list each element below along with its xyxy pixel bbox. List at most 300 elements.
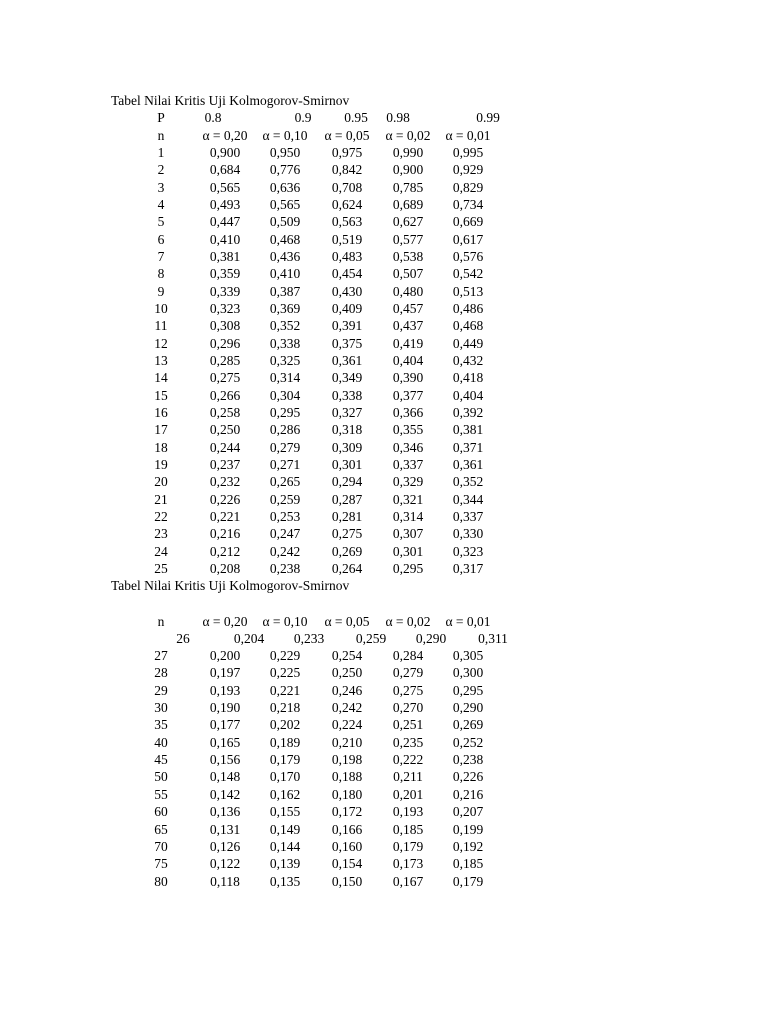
critical-value: 0,269 — [331, 543, 363, 559]
critical-value: 0,198 — [331, 752, 363, 768]
critical-value: 0,150 — [331, 873, 363, 889]
critical-value: 0,296 — [209, 335, 241, 351]
critical-value: 0,259 — [269, 491, 301, 507]
critical-value: 0,237 — [209, 456, 241, 472]
n-value: 20 — [154, 474, 168, 490]
critical-value: 0,218 — [269, 700, 301, 716]
critical-value: 0,338 — [269, 335, 301, 351]
table2-title: Tabel Nilai Kritis Uji Kolmogorov-Smirnov — [111, 578, 350, 593]
critical-value: 0,538 — [392, 248, 424, 264]
critical-value: 0,669 — [452, 214, 484, 230]
critical-value: 0,369 — [269, 300, 301, 316]
critical-value: 0,295 — [269, 404, 301, 420]
critical-value: 0,290 — [452, 700, 484, 716]
table-row — [0, 404, 768, 421]
critical-value: 0,375 — [331, 335, 363, 351]
critical-value: 0,689 — [392, 196, 424, 212]
critical-value: 0,200 — [209, 648, 241, 663]
critical-value: 0,172 — [331, 804, 363, 820]
table-row — [0, 821, 768, 838]
alpha-header: α = 0,01 — [445, 614, 491, 629]
critical-value: 0,314 — [269, 370, 301, 386]
critical-value: 0,352 — [452, 474, 484, 490]
table-row — [0, 716, 768, 733]
critical-value: 0,162 — [269, 786, 301, 802]
critical-value: 0,233 — [293, 631, 325, 646]
critical-value: 0,990 — [392, 145, 424, 160]
table-row — [0, 873, 768, 890]
p-value: 0.98 — [386, 110, 410, 125]
critical-value: 0,264 — [331, 560, 363, 576]
critical-value: 0,305 — [452, 648, 484, 663]
critical-value: 0,294 — [331, 474, 363, 490]
table-row-shifted — [0, 630, 768, 647]
critical-value: 0,188 — [331, 769, 363, 785]
critical-value: 0,142 — [209, 786, 241, 802]
critical-value: 0,284 — [392, 648, 424, 663]
critical-value: 0,250 — [331, 665, 363, 681]
critical-value: 0,447 — [209, 214, 241, 230]
table-row — [0, 179, 768, 196]
n-value: 10 — [154, 300, 168, 316]
critical-value: 0,486 — [452, 300, 484, 316]
critical-value: 0,624 — [331, 196, 363, 212]
n-value: 28 — [154, 665, 168, 681]
critical-value: 0,193 — [392, 804, 424, 820]
p-value: 0.95 — [344, 110, 368, 125]
critical-value: 0,252 — [452, 734, 484, 750]
critical-value: 0,542 — [452, 266, 484, 282]
critical-value: 0,148 — [209, 769, 241, 785]
critical-value: 0,352 — [269, 318, 301, 334]
critical-value: 0,381 — [209, 248, 241, 264]
critical-value: 0,166 — [331, 821, 363, 837]
critical-value: 0,179 — [269, 752, 301, 768]
critical-value: 0,122 — [209, 856, 241, 872]
critical-value: 0,235 — [392, 734, 424, 750]
critical-value: 0,238 — [269, 560, 301, 576]
n-value: 26 — [176, 631, 190, 646]
critical-value: 0,317 — [452, 560, 484, 576]
critical-value: 0,216 — [209, 526, 241, 542]
n-value: 23 — [154, 526, 168, 542]
critical-value: 0,244 — [209, 439, 241, 455]
alpha-header: α = 0,01 — [445, 128, 491, 143]
critical-value: 0,404 — [392, 352, 424, 368]
critical-value: 0,391 — [331, 318, 363, 334]
table-row — [0, 525, 768, 542]
critical-value: 0,377 — [392, 387, 424, 403]
critical-value: 0,281 — [331, 508, 363, 524]
n-value: 80 — [154, 873, 168, 889]
n-value: 65 — [154, 821, 168, 837]
critical-value: 0,211 — [393, 769, 423, 785]
critical-value: 0,275 — [331, 526, 363, 542]
n-value: 75 — [154, 856, 168, 872]
critical-value: 0,449 — [452, 335, 484, 351]
critical-value: 0,565 — [269, 196, 301, 212]
critical-value: 0,929 — [452, 162, 484, 178]
critical-value: 0,144 — [269, 838, 301, 854]
critical-value: 0,330 — [452, 526, 484, 542]
critical-value: 0,576 — [452, 248, 484, 264]
table-row — [0, 664, 768, 681]
critical-value: 0,136 — [209, 804, 241, 820]
critical-value: 0,493 — [209, 196, 241, 212]
p-value: 0.9 — [294, 110, 312, 125]
critical-value: 0,204 — [233, 631, 265, 646]
critical-value: 0,246 — [331, 682, 363, 698]
n-value: 4 — [157, 196, 165, 212]
critical-value: 0,208 — [209, 560, 241, 576]
n-value: 60 — [154, 804, 168, 820]
n-value: 27 — [154, 648, 168, 663]
n-value: 18 — [154, 439, 168, 455]
n-value: 12 — [154, 335, 168, 351]
critical-value: 0,321 — [392, 491, 424, 507]
critical-value: 0,247 — [269, 526, 301, 542]
n-value: 5 — [157, 214, 165, 230]
n-value: 9 — [157, 283, 165, 299]
critical-value: 0,468 — [269, 231, 301, 247]
critical-value: 0,842 — [331, 162, 363, 178]
critical-value: 0,684 — [209, 162, 241, 178]
critical-value: 0,279 — [392, 665, 424, 681]
critical-value: 0,221 — [209, 508, 241, 524]
n-value: 13 — [154, 352, 168, 368]
n-value: 24 — [154, 543, 168, 559]
critical-value: 0,160 — [331, 838, 363, 854]
critical-value: 0,776 — [269, 162, 301, 178]
n-value: 1 — [157, 145, 165, 160]
critical-value: 0,829 — [452, 179, 484, 195]
p-row — [0, 109, 768, 126]
critical-value: 0,410 — [269, 266, 301, 282]
alpha-header: α = 0,10 — [262, 128, 308, 143]
critical-value: 0,563 — [331, 214, 363, 230]
critical-value: 0,409 — [331, 300, 363, 316]
critical-value: 0,286 — [269, 422, 301, 438]
alpha-header: α = 0,05 — [324, 614, 370, 629]
critical-value: 0,301 — [392, 543, 424, 559]
critical-value: 0,210 — [331, 734, 363, 750]
n-value: 30 — [154, 700, 168, 716]
critical-value: 0,323 — [452, 543, 484, 559]
n-value: 45 — [154, 752, 168, 768]
critical-value: 0,232 — [209, 474, 241, 490]
critical-value: 0,254 — [331, 648, 363, 663]
alpha-header: α = 0,20 — [202, 614, 248, 629]
critical-value: 0,636 — [269, 179, 301, 195]
alpha-header: α = 0,20 — [202, 128, 248, 143]
n-value: 19 — [154, 456, 168, 472]
critical-value: 0,201 — [392, 786, 424, 802]
table-row — [0, 283, 768, 300]
alpha-header: α = 0,05 — [324, 128, 370, 143]
critical-value: 0,457 — [392, 300, 424, 316]
n-value: 6 — [157, 231, 165, 247]
critical-value: 0,229 — [269, 648, 301, 663]
critical-value: 0,361 — [452, 456, 484, 472]
critical-value: 0,617 — [452, 231, 484, 247]
critical-value: 0,253 — [269, 508, 301, 524]
critical-value: 0,513 — [452, 283, 484, 299]
critical-value: 0,270 — [392, 700, 424, 716]
critical-value: 0,266 — [209, 387, 241, 403]
critical-value: 0,221 — [269, 682, 301, 698]
alpha-header: α = 0,02 — [385, 614, 431, 629]
critical-value: 0,212 — [209, 543, 241, 559]
n-value: 11 — [154, 318, 168, 334]
critical-value: 0,190 — [209, 700, 241, 716]
table-row — [0, 335, 768, 352]
n-value: 50 — [154, 769, 168, 785]
critical-value: 0,432 — [452, 352, 484, 368]
table-row — [0, 508, 768, 525]
critical-value: 0,519 — [331, 231, 363, 247]
critical-value: 0,430 — [331, 283, 363, 299]
table-row — [0, 855, 768, 872]
critical-value: 0,346 — [392, 439, 424, 455]
p-value: 0.99 — [476, 110, 500, 125]
n-header: n — [157, 614, 165, 629]
n-value: 15 — [154, 387, 168, 403]
table2-header-row — [0, 613, 768, 630]
table-row — [0, 560, 768, 577]
critical-value: 0,308 — [209, 318, 241, 334]
critical-value: 0,167 — [392, 873, 424, 889]
alpha-header: α = 0,10 — [262, 614, 308, 629]
n-value: 7 — [157, 248, 165, 264]
n-value: 17 — [154, 422, 168, 438]
critical-value: 0,311 — [478, 631, 508, 646]
critical-value: 0,222 — [392, 752, 424, 768]
critical-value: 0,259 — [355, 631, 387, 646]
critical-value: 0,627 — [392, 214, 424, 230]
table-row — [0, 699, 768, 716]
table-row — [0, 803, 768, 820]
critical-value: 0,265 — [269, 474, 301, 490]
table-row — [0, 248, 768, 265]
critical-value: 0,290 — [415, 631, 447, 646]
critical-value: 0,180 — [331, 786, 363, 802]
critical-value: 0,207 — [452, 804, 484, 820]
critical-value: 0,577 — [392, 231, 424, 247]
critical-value: 0,708 — [331, 179, 363, 195]
critical-value: 0,419 — [392, 335, 424, 351]
critical-value: 0,349 — [331, 370, 363, 386]
table-row — [0, 647, 768, 664]
n-value: 21 — [154, 491, 168, 507]
table-row — [0, 317, 768, 334]
critical-value: 0,480 — [392, 283, 424, 299]
table-row — [0, 265, 768, 282]
critical-value: 0,275 — [209, 370, 241, 386]
n-value: 2 — [157, 162, 165, 178]
table-row — [0, 543, 768, 560]
critical-value: 0,507 — [392, 266, 424, 282]
critical-value: 0,154 — [331, 856, 363, 872]
table-row — [0, 231, 768, 248]
table-row — [0, 369, 768, 386]
n-value: 55 — [154, 786, 168, 802]
critical-value: 0,734 — [452, 196, 484, 212]
critical-value: 0,301 — [331, 456, 363, 472]
critical-value: 0,404 — [452, 387, 484, 403]
table-row — [0, 213, 768, 230]
critical-value: 0,327 — [331, 404, 363, 420]
critical-value: 0,390 — [392, 370, 424, 386]
table-row — [0, 473, 768, 490]
n-value: 29 — [154, 682, 168, 698]
critical-value: 0,216 — [452, 786, 484, 802]
critical-value: 0,275 — [392, 682, 424, 698]
critical-value: 0,202 — [269, 717, 301, 733]
critical-value: 0,179 — [452, 873, 484, 889]
n-value: 3 — [157, 179, 165, 195]
critical-value: 0,337 — [452, 508, 484, 524]
critical-value: 0,189 — [269, 734, 301, 750]
n-header: n — [157, 128, 165, 143]
critical-value: 0,329 — [392, 474, 424, 490]
critical-value: 0,314 — [392, 508, 424, 524]
critical-value: 0,149 — [269, 821, 301, 837]
alpha-header: α = 0,02 — [385, 128, 431, 143]
critical-value: 0,300 — [452, 665, 484, 681]
critical-value: 0,156 — [209, 752, 241, 768]
critical-value: 0,185 — [452, 856, 484, 872]
table-row — [0, 439, 768, 456]
n-value: 70 — [154, 838, 168, 854]
critical-value: 0,785 — [392, 179, 424, 195]
critical-value: 0,337 — [392, 456, 424, 472]
critical-value: 0,126 — [209, 838, 241, 854]
critical-value: 0,323 — [209, 300, 241, 316]
critical-value: 0,436 — [269, 248, 301, 264]
n-value: 40 — [154, 734, 168, 750]
table-row — [0, 734, 768, 751]
n-value: 8 — [157, 266, 165, 282]
critical-value: 0,454 — [331, 266, 363, 282]
table1-title: Tabel Nilai Kritis Uji Kolmogorov-Smirnov — [111, 93, 350, 108]
critical-value: 0,900 — [392, 162, 424, 178]
critical-value: 0,170 — [269, 769, 301, 785]
critical-value: 0,225 — [269, 665, 301, 681]
table-row — [0, 161, 768, 178]
critical-value: 0,285 — [209, 352, 241, 368]
critical-value: 0,155 — [269, 804, 301, 820]
critical-value: 0,295 — [392, 560, 424, 576]
critical-value: 0,131 — [209, 821, 241, 837]
critical-value: 0,344 — [452, 491, 484, 507]
table-row — [0, 768, 768, 785]
critical-value: 0,269 — [452, 717, 484, 733]
table-row — [0, 300, 768, 317]
critical-value: 0,242 — [269, 543, 301, 559]
critical-value: 0,165 — [209, 734, 241, 750]
critical-value: 0,118 — [210, 873, 240, 889]
critical-value: 0,304 — [269, 387, 301, 403]
critical-value: 0,418 — [452, 370, 484, 386]
n-value: 14 — [154, 370, 168, 386]
table-row — [0, 751, 768, 768]
critical-value: 0,193 — [209, 682, 241, 698]
critical-value: 0,135 — [269, 873, 301, 889]
critical-value: 0,238 — [452, 752, 484, 768]
critical-value: 0,251 — [392, 717, 424, 733]
n-value: 25 — [154, 560, 168, 576]
critical-value: 0,339 — [209, 283, 241, 299]
table-row — [0, 421, 768, 438]
table-row — [0, 144, 768, 161]
table-row — [0, 682, 768, 699]
table-row — [0, 456, 768, 473]
critical-value: 0,950 — [269, 145, 301, 160]
critical-value: 0,325 — [269, 352, 301, 368]
table-row — [0, 838, 768, 855]
critical-value: 0,179 — [392, 838, 424, 854]
critical-value: 0,410 — [209, 231, 241, 247]
critical-value: 0,468 — [452, 318, 484, 334]
critical-value: 0,309 — [331, 439, 363, 455]
critical-value: 0,387 — [269, 283, 301, 299]
critical-value: 0,437 — [392, 318, 424, 334]
critical-value: 0,173 — [392, 856, 424, 872]
critical-value: 0,192 — [452, 838, 484, 854]
table-row — [0, 491, 768, 508]
critical-value: 0,199 — [452, 821, 484, 837]
critical-value: 0,177 — [209, 717, 241, 733]
critical-value: 0,279 — [269, 439, 301, 455]
critical-value: 0,295 — [452, 682, 484, 698]
critical-value: 0,565 — [209, 179, 241, 195]
critical-value: 0,381 — [452, 422, 484, 438]
critical-value: 0,355 — [392, 422, 424, 438]
p-label: P — [157, 110, 165, 125]
critical-value: 0,226 — [209, 491, 241, 507]
critical-value: 0,318 — [331, 422, 363, 438]
p-value: 0.8 — [204, 110, 222, 125]
table1-header-row — [0, 127, 768, 144]
critical-value: 0,271 — [269, 456, 301, 472]
critical-value: 0,307 — [392, 526, 424, 542]
critical-value: 0,509 — [269, 214, 301, 230]
n-value: 35 — [154, 717, 168, 733]
critical-value: 0,371 — [452, 439, 484, 455]
critical-value: 0,359 — [209, 266, 241, 282]
table-row — [0, 352, 768, 369]
table-row — [0, 387, 768, 404]
table-row — [0, 786, 768, 803]
critical-value: 0,338 — [331, 387, 363, 403]
critical-value: 0,361 — [331, 352, 363, 368]
n-value: 16 — [154, 404, 168, 420]
critical-value: 0,975 — [331, 145, 363, 160]
critical-value: 0,242 — [331, 700, 363, 716]
table-row — [0, 196, 768, 213]
critical-value: 0,197 — [209, 665, 241, 681]
critical-value: 0,483 — [331, 248, 363, 264]
critical-value: 0,139 — [269, 856, 301, 872]
critical-value: 0,287 — [331, 491, 363, 507]
critical-value: 0,185 — [392, 821, 424, 837]
critical-value: 0,226 — [452, 769, 484, 785]
critical-value: 0,995 — [452, 145, 484, 160]
critical-value: 0,224 — [331, 717, 363, 733]
critical-value: 0,392 — [452, 404, 484, 420]
critical-value: 0,366 — [392, 404, 424, 420]
critical-value: 0,900 — [209, 145, 241, 160]
